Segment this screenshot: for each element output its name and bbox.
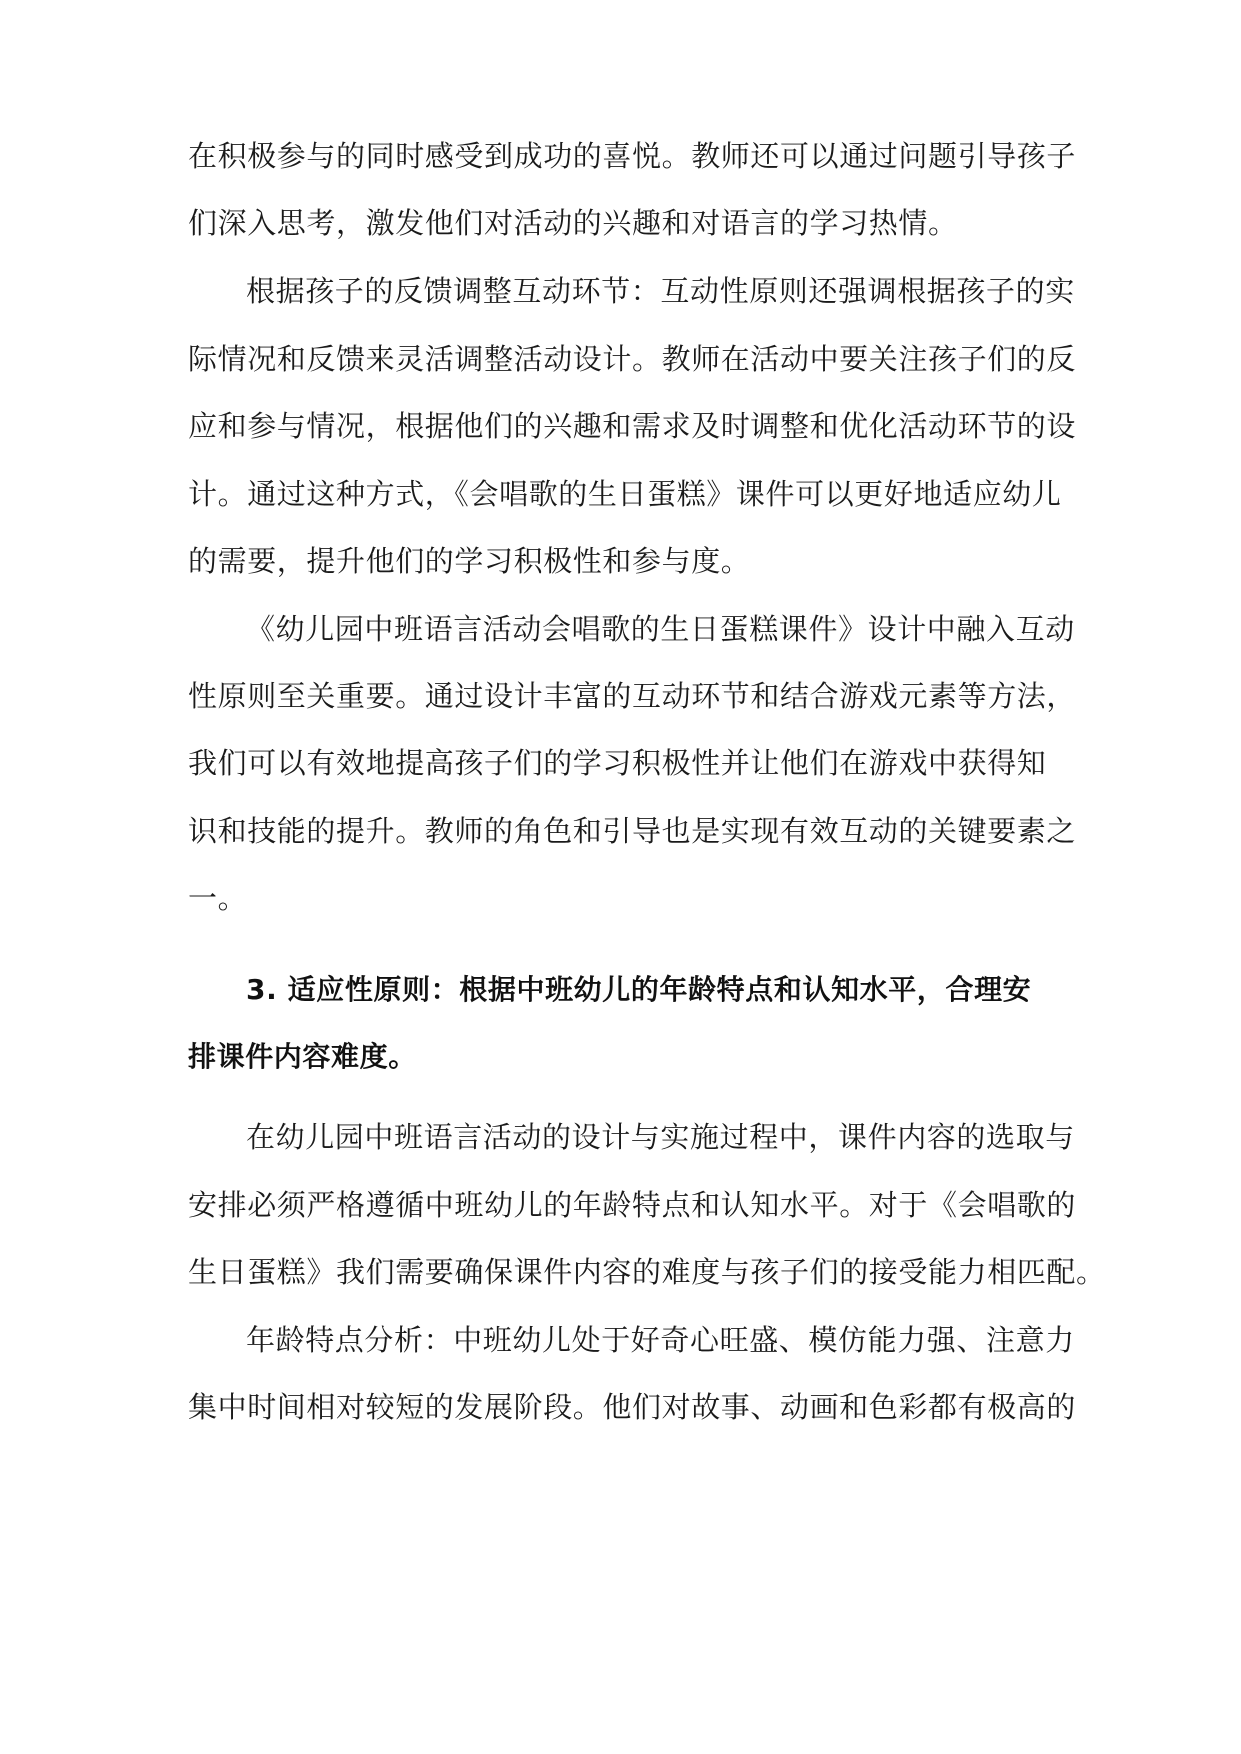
- text-line: 根据孩子的反馈调整互动环节：互动性原则还强调根据孩子的实: [246, 274, 1075, 308]
- text-line: 们深入思考，激发他们对活动的兴趣和对语言的学习热情。: [188, 206, 958, 240]
- text-line: 《幼儿园中班语言活动会唱歌的生日蛋糕课件》设计中融入互动: [246, 612, 1075, 646]
- text-line: 识和技能的提升。教师的角色和引导也是实现有效互动的关键要素之: [188, 814, 1077, 848]
- text-line: 在幼儿园中班语言活动的设计与实施过程中，课件内容的选取与: [246, 1120, 1075, 1154]
- section-heading-line: 3. 适应性原则：根据中班幼儿的年龄特点和认知水平，合理安: [246, 973, 1032, 1006]
- text-line: 我们可以有效地提高孩子们的学习积极性并让他们在游戏中获得知: [188, 746, 1047, 780]
- text-line: 的需要，提升他们的学习积极性和参与度。: [188, 544, 751, 578]
- text-line: 一。: [188, 881, 248, 915]
- text-line: 年龄特点分析：中班幼儿处于好奇心旺盛、模仿能力强、注意力: [246, 1323, 1075, 1357]
- text-line: 应和参与情况，根据他们的兴趣和需求及时调整和优化活动环节的设: [188, 409, 1077, 443]
- text-line: 安排必须严格遵循中班幼儿的年龄特点和认知水平。对于《会唱歌的: [188, 1188, 1077, 1222]
- text-line: 生日蛋糕》我们需要确保课件内容的难度与孩子们的接受能力相匹配。: [188, 1255, 1106, 1289]
- text-line: 集中时间相对较短的发展阶段。他们对故事、动画和色彩都有极高的: [188, 1390, 1077, 1424]
- text-line: 计。通过这种方式，《会唱歌的生日蛋糕》课件可以更好地适应幼儿: [188, 477, 1062, 511]
- section-heading-line: 排课件内容难度。: [188, 1040, 417, 1073]
- text-line: 际情况和反馈来灵活调整活动设计。教师在活动中要关注孩子们的反: [188, 342, 1077, 376]
- text-line: 性原则至关重要。通过设计丰富的互动环节和结合游戏元素等方法，: [188, 679, 1077, 713]
- text-line: 在积极参与的同时感受到成功的喜悦。教师还可以通过问题引导孩子: [188, 139, 1077, 173]
